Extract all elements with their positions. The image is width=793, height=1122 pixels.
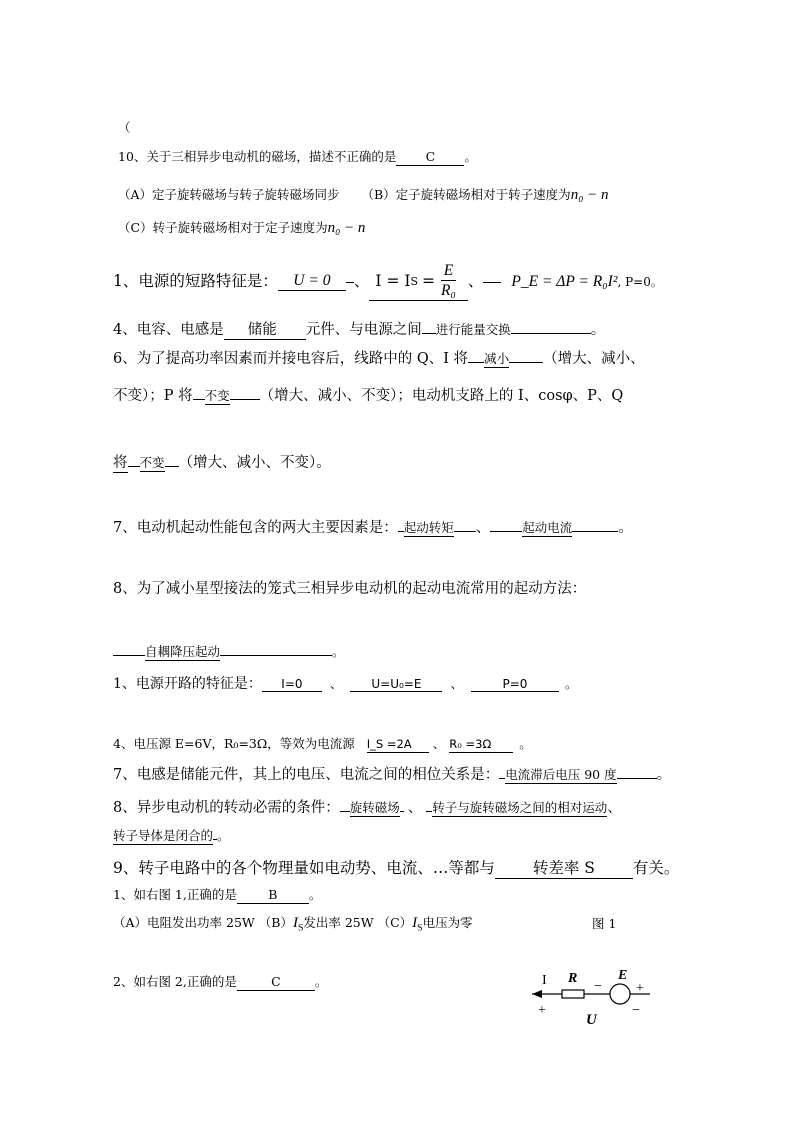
fraction bbox=[438, 263, 459, 300]
i-left: I = I bbox=[375, 271, 411, 290]
q8b-answer3: 转子导体是闭合的 bbox=[113, 828, 214, 843]
short-circuit-i-answer: I = I S = $\frac{E}{\text{R₀}}$ bbox=[369, 263, 468, 301]
q6-answer3: 不变 bbox=[139, 455, 165, 470]
q7b-question bbox=[113, 768, 671, 784]
q8-answer-line bbox=[113, 646, 345, 661]
fig2-prefix: 2、如右图 2,正确的是 bbox=[113, 974, 237, 989]
short-circuit-u-answer: U = 0 bbox=[278, 273, 346, 291]
circuit-minus2: − bbox=[632, 1003, 640, 1018]
i-sub: S bbox=[410, 274, 419, 288]
current-arrow-icon bbox=[532, 990, 542, 998]
fig1-opt-a: （A）电阻发出功率 25W bbox=[113, 915, 255, 930]
fig2-answer: C bbox=[237, 976, 315, 991]
q7-end: 。 bbox=[618, 520, 633, 536]
q7-prefix: 7、电动机起动性能包含的两大主要因素是： bbox=[113, 520, 398, 536]
q7-sep: 、 bbox=[475, 520, 491, 536]
fig2-question bbox=[113, 976, 327, 991]
q8-answer: 自耦降压起动 bbox=[145, 644, 221, 659]
oc-answer1: I=0 bbox=[262, 678, 322, 692]
q9-question bbox=[113, 861, 679, 879]
q10-formula-c: n₀ − n bbox=[327, 220, 366, 236]
circuit-minus1: − bbox=[594, 979, 602, 994]
frac-den: R₀ bbox=[441, 282, 456, 300]
resistor-symbol bbox=[562, 990, 584, 998]
cap-prefix: 4、电容、电感是 bbox=[113, 322, 224, 338]
q7-answer2: 起动电流 bbox=[522, 520, 573, 535]
short-circuit-question bbox=[113, 263, 663, 301]
capacitor-question bbox=[113, 323, 605, 340]
q9-answer: 转差率 S bbox=[495, 861, 633, 879]
oc-prefix: 1、电源开路的特征是： bbox=[113, 676, 262, 692]
fig2-end: 。 bbox=[314, 974, 328, 989]
fig1-options bbox=[113, 916, 653, 933]
q6-tail3: （增大、减小、不变）。 bbox=[178, 455, 331, 471]
oc-answer3: P=0 bbox=[471, 678, 559, 692]
q10-question bbox=[118, 151, 477, 166]
q6-answer2: 不变 bbox=[204, 388, 230, 403]
q6-prefix3: 将 bbox=[113, 455, 128, 471]
fig1-end: 。 bbox=[308, 887, 322, 902]
oc-sep1: 、 bbox=[329, 676, 343, 691]
fig1-is-sub-c: S bbox=[417, 922, 423, 934]
circuit-plus2: + bbox=[538, 1003, 546, 1018]
q4b-answer2: R₀ =3Ω bbox=[449, 739, 513, 753]
frac-num: E bbox=[441, 263, 456, 281]
p-tail: , P=0。 bbox=[617, 274, 663, 289]
q7b-prefix: 7、电感是储能元件，其上的电压、电流之间的相位关系是： bbox=[113, 767, 500, 783]
q7b-answer: 电流滞后电压 90 度 bbox=[505, 767, 617, 782]
q4b-end: 。 bbox=[519, 736, 532, 751]
short-circuit-p-formula: P_E = ΔP = R₀I² bbox=[511, 273, 618, 291]
fig1-opt-b-prefix: （B） bbox=[258, 915, 293, 930]
q10-opt-a: （A）定子旋转磁场与转子旋转磁场同步 bbox=[118, 187, 340, 202]
q6-prefix: 6、为了提高功率因素而并接电容后，线路中的 Q、I 将 bbox=[113, 351, 469, 367]
q10-formula-b: n₀ − n bbox=[570, 187, 609, 203]
circuit-e-label: E bbox=[618, 968, 628, 983]
q8b-answer2: 转子与旋转磁场之间的相对运动 bbox=[432, 800, 608, 815]
q8b-line1 bbox=[113, 801, 622, 817]
fig1-is-symbol-c: I bbox=[412, 915, 418, 931]
q6-tail1: （增大、减小、 bbox=[543, 351, 645, 367]
q9-prefix: 9、转子电路中的各个物理量如电动势、电流、…等都与 bbox=[113, 859, 495, 877]
fig1-label: 图 1 bbox=[592, 916, 617, 931]
circuit-u-label: U bbox=[586, 1012, 597, 1028]
fig1-opt-b: 发出率 25W bbox=[303, 915, 374, 930]
q6-answer1: 减小 bbox=[484, 351, 510, 366]
q4b-sep: 、 bbox=[432, 736, 446, 751]
circuit-plus1: + bbox=[636, 981, 644, 996]
q6-tail2: （增大、减小、不变）；电动机支路上的 I、cosφ、P、Q bbox=[259, 388, 624, 404]
q6-line2 bbox=[113, 389, 623, 405]
q6-line3 bbox=[113, 456, 331, 473]
q7b-end: 。 bbox=[656, 767, 672, 783]
q7-question bbox=[113, 521, 633, 537]
sep: 、 bbox=[353, 272, 370, 291]
stray-paren: （ bbox=[118, 120, 131, 135]
q8b-prefix: 8、异步电动机的转动必需的条件： bbox=[113, 800, 340, 816]
fig1-is-sub: S bbox=[297, 922, 304, 934]
q4b-prefix: 4、电压源 E=6V，R₀=3Ω，等效为电流源 bbox=[113, 736, 355, 751]
cap-end: 。 bbox=[590, 322, 606, 338]
q10-end: 。 bbox=[464, 149, 477, 164]
voltage-source-symbol bbox=[610, 984, 630, 1004]
fig1-question bbox=[113, 889, 321, 904]
sep: 、 bbox=[467, 272, 484, 291]
q10-answer: C bbox=[396, 151, 464, 166]
q8b-sep: 、 bbox=[407, 800, 423, 816]
oc-sep2: 、 bbox=[450, 676, 463, 691]
fig1-opt-c-prefix: （C） bbox=[377, 915, 413, 930]
q8b-sep2: 、 bbox=[607, 800, 622, 816]
q10-options-ab bbox=[118, 188, 609, 203]
q6-line1 bbox=[113, 352, 645, 368]
q10-option-c bbox=[118, 221, 365, 236]
fig1-prefix: 1、如右图 1,正确的是 bbox=[113, 887, 237, 902]
q10-opt-b: （B）定子旋转磁场相对于转子速度为 bbox=[361, 187, 571, 202]
fig1-opt-c: 电压为零 bbox=[422, 915, 473, 930]
q8b-line2 bbox=[113, 830, 230, 845]
oc-answer2: U=U₀=E bbox=[350, 678, 442, 692]
q8b-end: 。 bbox=[217, 828, 230, 843]
fig1-is-symbol: I bbox=[292, 915, 298, 931]
cap-answer1: 储能 bbox=[224, 323, 306, 340]
q8b-answer1: 旋转磁场 bbox=[349, 800, 400, 815]
circuit-diagram bbox=[520, 962, 660, 1030]
q4b-question bbox=[113, 738, 532, 753]
q7-answer1: 起动转矩 bbox=[403, 520, 454, 535]
circuit-i-label: I bbox=[542, 973, 547, 988]
fig1-answer: B bbox=[237, 889, 309, 904]
cap-mid: 元件、与电源之间 bbox=[305, 322, 422, 338]
short-circuit-prefix: 1、电源的短路特征是： bbox=[113, 272, 278, 291]
q10-opt-c: （C）转子旋转磁场相对于定子速度为 bbox=[118, 220, 328, 235]
cap-answer2: 进行能量交换 bbox=[435, 322, 511, 337]
q4b-answer1: I_S =2A bbox=[367, 739, 429, 753]
q8-end: 。 bbox=[332, 644, 345, 659]
q9-end: 有关。 bbox=[632, 859, 680, 877]
q6-prefix2: 不变）；P 将 bbox=[113, 388, 193, 404]
q10-text: 10、关于三相异步电动机的磁场，描述不正确的是 bbox=[118, 149, 397, 164]
oc-end: 。 bbox=[564, 676, 578, 691]
q8-question: 8、为了减小星型接法的笼式三相异步电动机的起动电流常用的起动方法： bbox=[113, 581, 587, 597]
open-circuit-question bbox=[113, 677, 577, 692]
circuit-r-label: R bbox=[568, 971, 578, 986]
